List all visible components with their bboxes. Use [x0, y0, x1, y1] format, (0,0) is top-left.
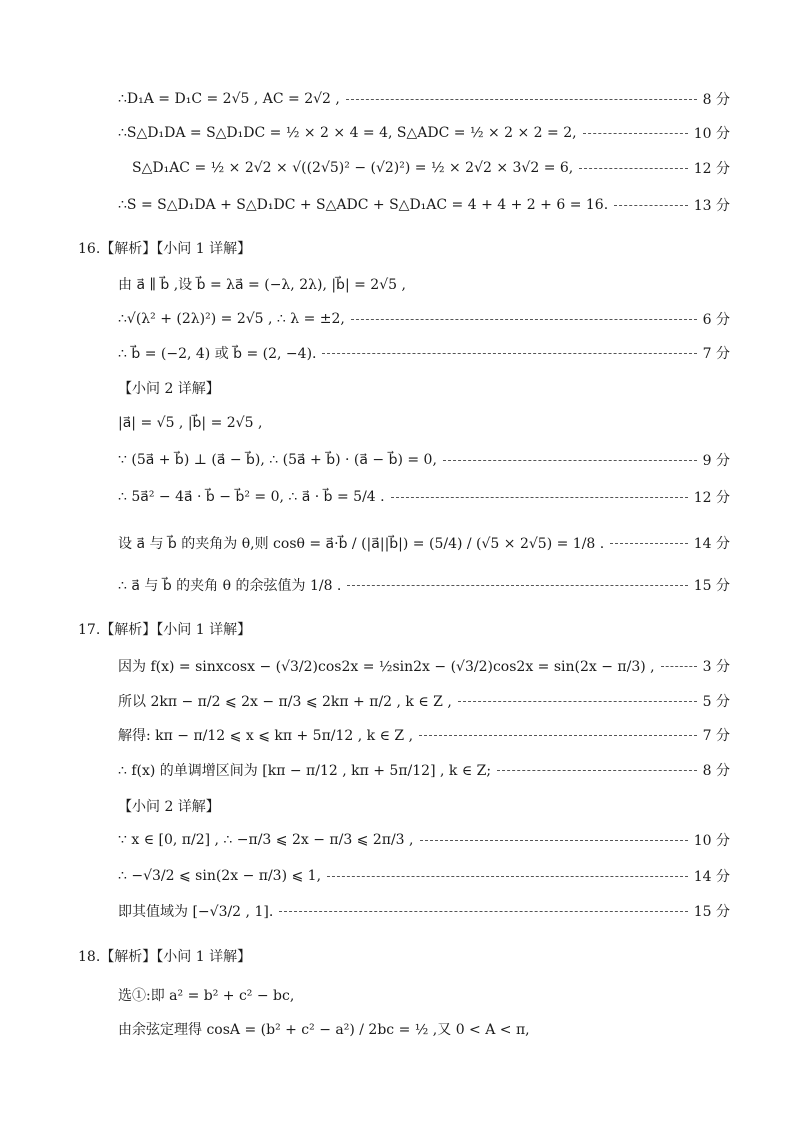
score-label: 8 分 [702, 92, 730, 108]
dotted-leader [351, 319, 697, 320]
equation-text: 设 a⃗ 与 b⃗ 的夹角为 θ,则 cosθ = a⃗·b⃗ / (|a⃗||b⃗|) = (5/4) / (√5 × 2√5) = 1/8 . [118, 536, 605, 552]
equation-text: 所以 2kπ − π/2 ⩽ 2x − π/3 ⩽ 2kπ + π/2 , k ∈ Z , [118, 694, 452, 710]
equation-text: ∴D₁A = D₁C = 2√5 , AC = 2√2 , [118, 91, 340, 107]
dotted-leader [661, 666, 697, 667]
equation-text: ∴√(λ² + (2λ)²) = 2√5 , ∴ λ = ±2, [118, 311, 345, 327]
dotted-leader [497, 770, 697, 771]
score-label: 12 分 [693, 490, 730, 506]
score-label: 12 分 [693, 161, 730, 177]
solution-line [118, 723, 730, 747]
solution-line [118, 899, 730, 923]
score-label: 13 分 [693, 198, 730, 214]
equation-text: 即其值域为 [−√3/2 , 1]. [118, 904, 274, 920]
solution-line [118, 121, 730, 145]
score-label: 10 分 [693, 833, 730, 849]
solution-line [118, 341, 730, 365]
solution-line [118, 156, 730, 180]
dotted-leader [579, 168, 687, 169]
score-label: 14 分 [693, 869, 730, 885]
solution-line [118, 573, 730, 597]
solution-line [118, 485, 730, 509]
equation-text: 因为 f(x) = sinxcosx − (√3/2)cos2x = ½sin2x − (√3/2)cos2x = sin(2x − π/3) , [118, 659, 655, 675]
equation-text: ∴ f(x) 的单调增区间为 [kπ − π/12 , kπ + 5π/12] , k ∈ Z; [118, 763, 492, 779]
solution-line [118, 983, 730, 1007]
equation-text: ∴S = S△D₁DA + S△D₁DC + S△ADC + S△D₁AC = 4 + 4 + 2 + 6 = 16. [118, 197, 609, 213]
dotted-leader [583, 133, 688, 134]
equation-text: 解得: kπ − π/12 ⩽ x ⩽ kπ + 5π/12 , k ∈ Z , [118, 728, 414, 744]
score-label: 14 分 [693, 536, 730, 552]
solution-line [118, 87, 730, 111]
dotted-leader [327, 876, 688, 877]
dotted-leader [346, 99, 697, 100]
solution-line [118, 272, 730, 296]
dotted-leader [443, 460, 697, 461]
score-label: 7 分 [702, 346, 730, 362]
equation-text: ∵ x ∈ [0, π/2] , ∴ −π/3 ⩽ 2x − π/3 ⩽ 2π/3 , [118, 832, 414, 848]
equation-text: ∴ 5a⃗² − 4a⃗ · b⃗ − b⃗² = 0, ∴ a⃗ · b⃗ = 5/4 . [118, 489, 385, 505]
dotted-leader [420, 840, 688, 841]
question-header: 17.【解析】【小问 1 详解】 [78, 622, 252, 638]
score-label: 9 分 [702, 453, 730, 469]
equation-text: ∵ (5a⃗ + b⃗) ⊥ (a⃗ − b⃗), ∴ (5a⃗ + b⃗) · (a⃗ − b⃗) = 0, [118, 452, 437, 468]
dotted-leader [279, 911, 687, 912]
equation-text: 选①:即 a² = b² + c² − bc, [118, 988, 295, 1004]
solution-line [118, 448, 730, 472]
dotted-leader [347, 585, 687, 586]
equation-text: 由余弦定理得 cosA = (b² + c² − a²) / 2bc = ½ ,又 0 < A < π, [118, 1022, 530, 1038]
question-header: 18.【解析】【小问 1 详解】 [78, 949, 252, 965]
solution-line [118, 654, 730, 678]
dotted-leader [610, 543, 688, 544]
dotted-leader [391, 497, 688, 498]
score-label: 15 分 [693, 904, 730, 920]
equation-text: S△D₁AC = ½ × 2√2 × √((2√5)² − (√2)²) = ½ × 2√2 × 3√2 = 6, [132, 160, 574, 176]
dotted-leader [322, 353, 696, 354]
score-label: 15 分 [693, 578, 730, 594]
question-header: 16.【解析】【小问 1 详解】 [78, 241, 252, 257]
solution-line [118, 193, 730, 217]
equation-text: ∴ −√3/2 ⩽ sin(2x − π/3) ⩽ 1, [118, 868, 322, 884]
score-label: 5 分 [702, 694, 730, 710]
equation-text: ∴S△D₁DA = S△D₁DC = ½ × 2 × 4 = 4, S△ADC = ½ × 2 × 2 = 2, [118, 125, 577, 141]
score-label: 8 分 [702, 763, 730, 779]
solution-line [118, 411, 730, 435]
score-label: 3 分 [702, 659, 730, 675]
equation-text: |a⃗| = √5 , |b⃗| = 2√5 , [118, 415, 263, 431]
dotted-leader [458, 701, 697, 702]
score-label: 7 分 [702, 728, 730, 744]
equation-text: ∴ a⃗ 与 b⃗ 的夹角 θ 的余弦值为 1/8 . [118, 578, 342, 594]
solution-line [118, 307, 730, 331]
score-label: 10 分 [693, 126, 730, 142]
equation-text: ∴ b⃗ = (−2, 4) 或 b⃗ = (2, −4). [118, 346, 317, 362]
solution-line [118, 864, 730, 888]
solution-line [118, 689, 730, 713]
score-label: 6 分 [702, 312, 730, 328]
dotted-leader [614, 205, 688, 206]
dotted-leader [419, 735, 697, 736]
solution-line [118, 1017, 730, 1041]
solution-line [118, 531, 730, 555]
equation-text: 由 a⃗ ∥ b⃗ ,设 b⃗ = λa⃗ = (−λ, 2λ), |b⃗| = 2√5 , [118, 277, 406, 293]
solution-line [118, 828, 730, 852]
solution-line [118, 758, 730, 782]
subquestion-header: 【小问 2 详解】 [118, 799, 220, 815]
subquestion-header: 【小问 2 详解】 [118, 381, 220, 397]
